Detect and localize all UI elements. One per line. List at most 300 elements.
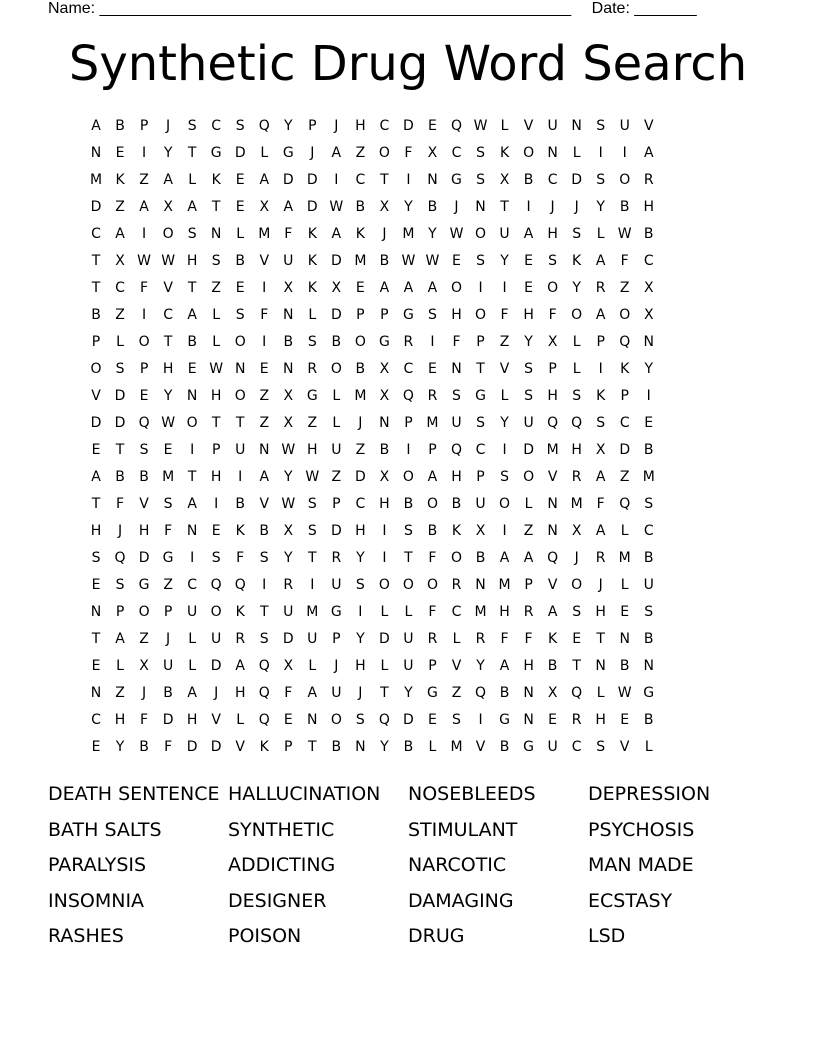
grid-letter: F [404,145,413,161]
grid-letter: U [331,442,342,458]
grid-letter: L [500,118,509,134]
grid-letter: X [283,280,294,296]
grid-letter: X [643,280,654,296]
grid-letter: N [90,685,102,701]
grid-letter: A [523,226,534,242]
grid-letter: V [643,118,654,134]
grid-letter: K [620,361,630,377]
grid-letter: B [379,253,390,269]
grid-letter: Q [450,118,462,134]
grid-letter: S [355,712,365,728]
grid-letter: S [452,712,461,728]
grid-letter: P [163,604,173,620]
grid-letter: P [284,739,293,755]
grid-letter: Z [523,523,534,539]
grid-letter: K [451,523,462,539]
grid-letter: G [451,172,462,188]
grid-letter: K [235,604,245,620]
grid-letter: A [91,469,101,485]
grid-letter: L [116,658,124,674]
grid-letter: S [500,469,509,485]
word-list-item: RASHES [48,925,124,947]
grid-letter: Y [644,361,654,377]
grid-letter: E [163,442,173,458]
grid-letter: N [643,658,654,674]
grid-letter: B [355,199,366,215]
grid-letter: H [595,604,606,620]
word-list-item: BATH SALTS [48,818,162,841]
grid-letter: H [523,658,534,674]
grid-letter: E [548,712,558,728]
grid-letter: O [499,496,511,512]
word-list-item: DESIGNER [228,889,327,912]
grid-letter: Z [307,415,318,431]
grid-letter: J [454,199,459,215]
grid-row [84,518,661,545]
grid-letter: Y [283,469,293,485]
grid-letter: M [162,469,175,485]
grid-letter: O [354,334,366,350]
grid-letter: A [187,199,197,215]
grid-letter: L [572,334,581,350]
grid-letter: S [644,604,654,620]
grid-letter: L [620,523,629,539]
grid-letter: P [428,658,437,674]
grid-letter: G [306,388,318,404]
grid-letter: M [498,577,511,593]
grid-letter: I [238,469,243,485]
grid-letter: M [306,604,319,620]
grid-letter: T [91,496,101,512]
grid-letter: J [358,415,363,431]
grid-letter: L [332,415,341,431]
word-list-item: MAN MADE [588,854,694,876]
grid-letter: L [188,658,197,674]
grid-letter: I [358,604,363,620]
grid-letter: T [211,199,221,215]
grid-letter: X [547,334,558,350]
name-field-label: Name: _____________________________________________________ [48,0,572,17]
grid-letter: O [547,280,559,296]
grid-letter: O [571,577,583,593]
letter-grid [84,113,661,761]
grid-letter: T [404,550,413,566]
grid-letter: I [190,550,195,566]
grid-letter: F [620,253,629,269]
grid-letter: D [210,739,222,755]
grid-letter: T [211,415,221,431]
grid-letter: D [234,145,246,161]
grid-letter: V [475,739,486,755]
grid-letter: G [330,604,342,620]
grid-letter: D [619,442,631,458]
grid-letter: P [139,118,149,134]
grid-letter: Y [404,199,413,215]
grid-letter: B [331,739,342,755]
grid-letter: M [354,253,367,269]
grid-letter: G [138,577,150,593]
grid-letter: Q [378,712,390,728]
grid-letter: Y [380,739,389,755]
grid-letter: O [619,172,631,188]
word-list-item: LSD [588,925,626,947]
grid-letter: T [380,685,389,701]
grid-letter: T [308,739,317,755]
grid-letter: G [402,307,414,323]
grid-letter: L [236,226,245,242]
grid-letter: W [161,415,176,431]
grid-letter: P [380,307,389,323]
grid-letter: A [595,523,606,539]
grid-letter: A [331,226,342,242]
grid-letter: V [91,388,101,404]
grid-letter: S [596,739,606,755]
grid-letter: A [259,469,270,485]
grid-letter: N [186,388,198,404]
grid-letter: T [596,631,605,647]
grid-letter: M [546,442,559,458]
grid-letter: R [571,712,582,728]
word-list-item: PARALYSIS [48,854,147,876]
grid-letter: P [308,118,317,134]
grid-letter: Q [475,685,487,701]
grid-letter: Y [115,739,125,755]
grid-letter: V [547,577,558,593]
grid-letter: U [475,496,486,512]
grid-letter: E [91,577,101,593]
grid-letter: X [427,145,438,161]
grid-letter: S [307,496,317,512]
grid-letter: G [523,739,534,755]
grid-letter: E [283,712,293,728]
grid-letter: J [334,658,339,674]
grid-letter: S [235,118,245,134]
grid-letter: X [283,415,294,431]
grid-letter: J [382,226,387,242]
grid-letter: N [90,604,102,620]
grid-letter: S [548,253,558,269]
grid-letter: H [210,469,222,485]
grid-letter: I [334,172,339,188]
grid-letter: B [187,334,197,350]
grid-letter: S [307,523,317,539]
grid-letter: L [572,145,581,161]
grid-letter: I [142,145,147,161]
grid-letter: I [598,145,603,161]
grid-letter: Y [596,199,605,215]
grid-letter: C [187,577,198,593]
grid-letter: N [643,334,654,350]
grid-letter: F [548,307,557,323]
grid-letter: U [547,118,558,134]
grid-letter: B [619,658,630,674]
grid-letter: A [427,280,438,296]
word-list-item: INSOMNIA [48,889,145,912]
grid-letter: K [307,280,317,296]
grid-letter: I [262,577,267,593]
grid-letter: O [426,577,438,593]
grid-letter: K [548,631,558,647]
grid-letter: O [138,334,150,350]
grid-letter: N [451,361,462,377]
grid-letter: J [574,199,579,215]
grid-letter: J [166,631,171,647]
grid-letter: P [404,415,413,431]
grid-letter: A [187,307,197,323]
grid-letter: H [90,523,102,539]
grid-letter: T [187,469,197,485]
grid-letter: L [308,307,317,323]
grid-letter: B [139,739,149,755]
grid-letter: Z [355,442,366,458]
grid-letter: T [187,145,197,161]
grid-letter: W [617,685,632,701]
grid-letter: I [190,442,195,458]
grid-letter: Z [259,388,270,404]
grid-letter: G [162,550,174,566]
grid-letter: R [403,334,414,350]
grid-letter: L [380,604,389,620]
grid-letter: W [449,226,464,242]
grid-letter: P [524,577,533,593]
grid-letter: D [90,199,102,215]
grid-row [84,626,661,653]
grid-letter: B [643,226,654,242]
grid-letter: E [115,145,125,161]
grid-letter: K [235,523,245,539]
grid-letter: Z [451,685,462,701]
grid-letter: W [329,199,344,215]
word-list-item: NARCOTIC [408,854,507,876]
grid-letter: C [547,172,558,188]
grid-letter: M [450,739,463,755]
grid-letter: H [138,523,150,539]
word-list-item: ADDICTING [228,854,336,876]
grid-letter: O [523,469,535,485]
grid-row [84,356,661,383]
grid-letter: L [188,172,197,188]
grid-letter: R [451,577,462,593]
grid-letter: E [139,388,149,404]
grid-letter: L [188,631,197,647]
grid-letter: I [502,280,507,296]
grid-letter: W [425,253,440,269]
grid-row [84,599,661,626]
grid-letter: C [91,226,101,242]
grid-letter: E [235,280,245,296]
grid-letter: C [571,739,582,755]
grid-letter: H [186,253,198,269]
grid-letter: T [115,442,125,458]
grid-letter: C [475,442,486,458]
grid-letter: C [211,118,222,134]
grid-letter: P [548,361,557,377]
grid-letter: Q [210,577,222,593]
grid-letter: I [478,712,483,728]
grid-letter: B [283,334,294,350]
grid-letter: U [187,604,198,620]
grid-letter: V [259,496,270,512]
grid-row [84,707,661,734]
grid-letter: L [404,604,413,620]
date-field-label: Date: _______ [591,0,697,17]
grid-letter: Q [258,712,270,728]
grid-letter: F [236,550,245,566]
grid-letter: O [523,145,535,161]
grid-letter: Y [283,550,293,566]
grid-letter: U [499,226,510,242]
grid-letter: H [451,469,462,485]
grid-letter: Y [524,334,533,350]
grid-row [84,140,661,167]
grid-letter: U [451,415,462,431]
grid-letter: G [475,388,486,404]
grid-letter: G [210,145,222,161]
grid-letter: Z [115,199,125,215]
grid-letter: O [402,469,414,485]
grid-letter: D [379,631,390,647]
grid-letter: Y [404,685,413,701]
grid-letter: N [379,415,390,431]
grid-letter: Q [258,118,270,134]
grid-letter: U [235,442,246,458]
grid-letter: B [643,550,654,566]
grid-letter: H [355,118,366,134]
grid-letter: V [619,739,630,755]
grid-letter: A [403,280,414,296]
grid-letter: D [114,388,126,404]
grid-letter: R [643,172,654,188]
grid-letter: U [403,658,414,674]
grid-letter: L [596,685,605,701]
grid-letter: D [306,199,318,215]
grid-letter: F [284,685,293,701]
grid-letter: L [212,334,221,350]
grid-letter: Q [138,415,150,431]
grid-row [84,383,661,410]
grid-letter: Q [450,442,462,458]
grid-letter: E [620,604,630,620]
grid-letter: K [211,172,221,188]
grid-letter: R [427,631,438,647]
grid-letter: W [281,496,296,512]
grid-letter: K [596,388,606,404]
grid-letter: E [524,280,533,296]
grid-letter: X [379,199,390,215]
grid-letter: P [332,631,341,647]
grid-letter: D [330,523,342,539]
grid-letter: E [259,361,269,377]
grid-letter: P [476,469,485,485]
grid-letter: A [595,253,606,269]
grid-letter: O [378,577,390,593]
grid-letter: T [476,361,485,377]
grid-letter: W [161,253,176,269]
grid-letter: H [547,388,558,404]
grid-letter: X [163,199,173,215]
grid-letter: O [186,415,198,431]
grid-letter: X [499,172,510,188]
grid-letter: N [427,172,438,188]
grid-letter: Q [571,415,583,431]
grid-letter: L [500,388,509,404]
grid-letter: D [114,415,126,431]
word-list [48,780,768,958]
grid-letter: B [355,361,366,377]
grid-letter: I [142,307,147,323]
grid-letter: P [91,334,101,350]
grid-letter: S [596,118,606,134]
word-list-item: HALLUCINATION [228,783,381,805]
grid-letter: F [500,631,509,647]
grid-letter: X [547,685,558,701]
grid-letter: F [596,496,605,512]
grid-letter: M [258,226,271,242]
grid-letter: Y [500,415,509,431]
grid-letter: O [234,388,246,404]
grid-letter: O [450,280,462,296]
grid-letter: S [572,226,582,242]
grid-letter: R [475,631,486,647]
grid-letter: H [162,361,174,377]
grid-letter: D [162,712,174,728]
grid-letter: A [643,145,654,161]
grid-letter: C [355,172,366,188]
grid-letter: D [403,118,414,134]
grid-letter: B [139,469,149,485]
grid-letter: I [622,145,627,161]
page-title: Synthetic Drug Word Search [68,36,748,92]
grid-letter: B [163,685,173,701]
grid-letter: K [355,226,365,242]
grid-letter: Y [476,658,485,674]
grid-letter: N [547,496,558,512]
grid-letter: Y [283,118,293,134]
grid-letter: Q [619,334,631,350]
grid-letter: I [406,172,411,188]
grid-letter: O [378,145,390,161]
grid-letter: S [307,334,317,350]
grid-letter: E [235,199,245,215]
grid-letter: N [355,739,366,755]
grid-letter: L [380,658,389,674]
grid-letter: C [379,118,390,134]
grid-letter: I [262,334,267,350]
grid-letter: M [570,496,583,512]
grid-letter: S [259,631,269,647]
grid-letter: C [451,604,462,620]
grid-letter: E [187,361,197,377]
word-list-item: DEPRESSION [588,783,711,805]
grid-letter: T [259,604,269,620]
grid-letter: M [474,604,487,620]
grid-letter: S [524,361,534,377]
grid-row [84,464,661,491]
grid-letter: B [259,523,270,539]
grid-letter: L [452,631,461,647]
grid-letter: B [235,496,245,512]
grid-letter: V [235,739,245,755]
grid-letter: Y [356,631,365,647]
grid-letter: E [211,523,221,539]
grid-letter: L [572,361,581,377]
grid-letter: I [502,523,507,539]
grid-letter: F [428,604,437,620]
grid-letter: A [283,199,294,215]
grid-letter: F [500,307,509,323]
grid-letter: B [499,685,510,701]
grid-letter: B [523,172,534,188]
